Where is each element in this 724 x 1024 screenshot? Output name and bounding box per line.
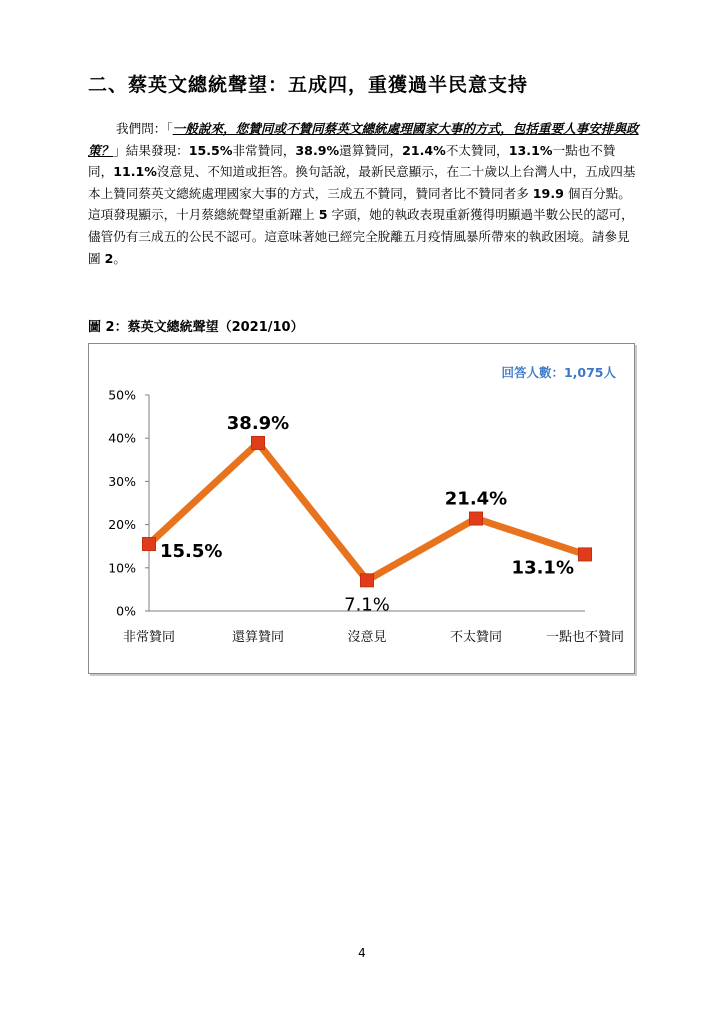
y-tick-label: 20% (108, 517, 136, 533)
body-text-segment: 不太贊同， (445, 142, 509, 158)
data-point-marker (579, 548, 592, 561)
stat-point-gap: 19.9 (532, 185, 564, 201)
y-tick-label: 30% (108, 473, 136, 489)
data-label: 7.1% (344, 594, 390, 616)
data-label: 38.9% (226, 412, 290, 434)
body-text-segment: 沒意見、不知道或拒答。換句話說，最新民意顯示，在二十歲以上台灣人中，五成四基本上贊同蔡英文總統處理國家大事的方式，三成五不贊同，贊同者比不贊同者多 (88, 164, 636, 201)
data-point-marker (361, 574, 374, 587)
body-text-segment: 個百分點。這項發現顯示，十月蔡總統聲望重新躍上 (88, 185, 631, 223)
body-text-segment: 一點也不贊同， (88, 142, 616, 180)
body-text-segment: 。 (113, 250, 126, 266)
stat-strongly-disagree: 13.1% (508, 142, 553, 158)
body-lead: 我們問：「 (116, 121, 173, 136)
y-tick-label: 10% (108, 560, 136, 576)
body-text-segment: 還算贊同， (339, 142, 403, 158)
line-chart (89, 344, 634, 673)
figure-reference-number: 2 (104, 250, 114, 266)
x-category-label: 還算贊同 (231, 630, 285, 645)
data-point-marker (143, 538, 156, 551)
body-text-segment: 」結果發現： (113, 142, 189, 158)
data-label: 13.1% (511, 557, 574, 579)
stat-very-agree: 15.5% (188, 142, 233, 158)
body-text-segment: 非常贊同， (232, 142, 296, 158)
stat-somewhat-disagree: 21.4% (402, 142, 446, 158)
respondent-count-annotation: 回答人數：1,075人 (501, 365, 616, 380)
x-category-label: 沒意見 (347, 630, 387, 645)
data-label: 15.5% (160, 541, 223, 563)
data-point-marker (470, 512, 483, 525)
x-category-label: 非常贊同 (122, 630, 176, 645)
figure-caption: 圖 2：蔡英文總統聲望（2021/10） (88, 320, 304, 335)
x-category-label: 一點也不贊同 (545, 630, 625, 645)
stat-no-opinion: 11.1% (113, 164, 157, 180)
y-tick-label: 0% (116, 603, 136, 619)
chart-frame (88, 343, 635, 674)
data-label: 21.4% (444, 488, 508, 510)
data-point-marker (252, 436, 265, 449)
stat-somewhat-agree: 38.9% (295, 142, 340, 158)
y-tick-label: 40% (108, 430, 136, 446)
page-number: 4 (358, 946, 366, 960)
stat-approval-level: 5 (318, 207, 328, 223)
section-heading: 二、蔡英文總統聲望：五成四，重獲過半民意支持 (88, 74, 529, 96)
survey-question: 一般說來，您贊同或不贊同蔡英文總統處理國家大事的方式，包括重要人事安排與政策？ (88, 121, 639, 158)
x-category-label: 不太贊同 (449, 630, 503, 645)
body-text-segment: 字頭，她的執政表現重新獲得明顯過半數公民的認可，儘管仍有三成五的公民不認可。這意味著她已經完全脫離五月疫情風暴所帶來的執政困境。請參見圖 (88, 207, 634, 266)
y-tick-label: 50% (108, 387, 136, 403)
body-paragraph (88, 118, 640, 269)
